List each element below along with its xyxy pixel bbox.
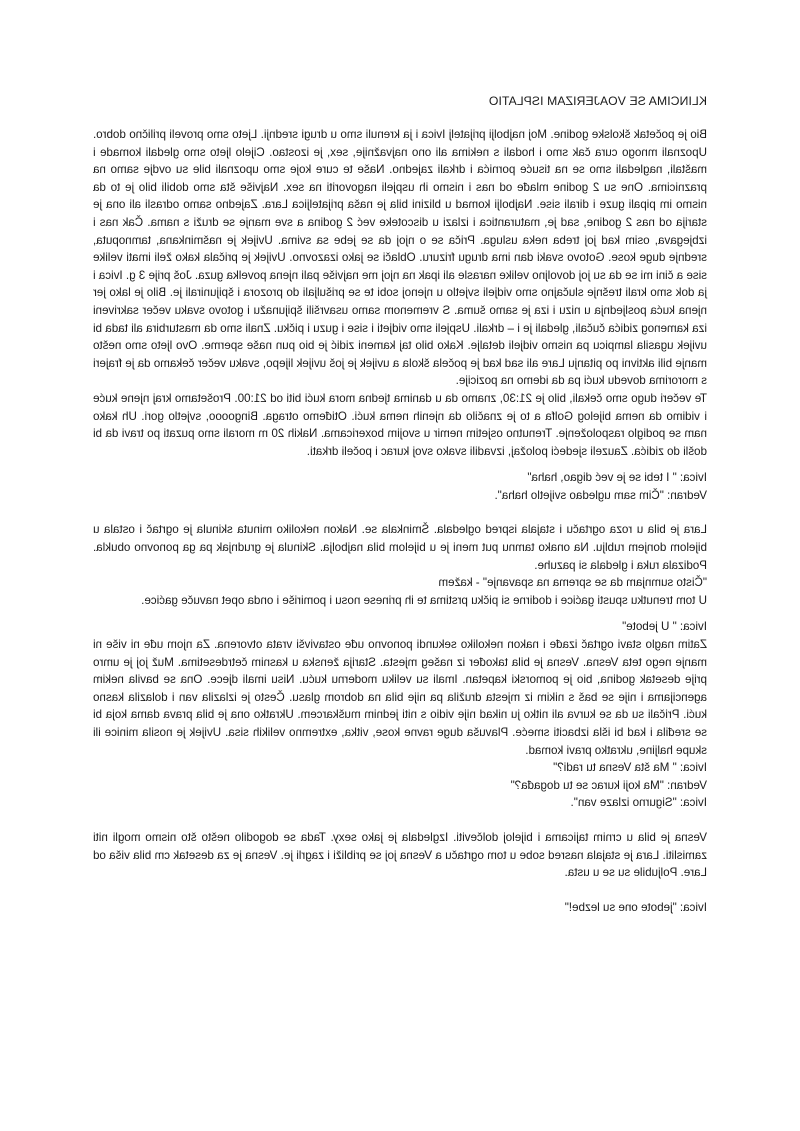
dialogue-line: Vedran: "Ma koji kurac se tu događa?" (510, 778, 707, 792)
dialogue-line: "Čisto sumnjam da se sprema na spavanje" - kažem (438, 576, 707, 590)
paragraph-mirror: Lara je bila u roza ogrtaču i stajala ispred ogledala. Šminkala se. Nakon nekoliko minuta skinula je ogrtač i ostala u bijelom donjem rublju. Na onako tamnu put meni je u bijelom bila najbolja. Skinula je grudnjak pa ga ponovno obukla. Podizala ruka i gledala si pazuhe. (93, 523, 707, 572)
document-title: KLINCIMA SE VOAJERIZAM ISPLATIO (488, 94, 707, 108)
paragraph-evening: Te večeri dugo smo čekali, bilo je 21:30, znamo da u danima tjedna mora kući biti od 21:00. Prošetamo kraj njene kuće i vidimo da nema bijelog Golfa a to je značilo da njenih nema kući. Otiđemo otraga. Bingoooo, svjetlo gori. Uh kako nam se podiglo raspoloženje. Trenutno osjetim nemir u svojim boxericama. Nakih 20 m morali smo puzati po travi da bi došli do zidića. Zauzeli sjedeći položaj, izvadili svako svoj kurac i počeli drkati. (93, 391, 707, 458)
paragraph-moment: U tom trenutku spusti gaćice i dodirne si pičku prstima te ih prinese nosu i pomiriše i onda opet navuče gaćice. (141, 593, 707, 607)
paragraph-vesna: Zatim naglo stavi ogrtač izađe i nakon nekoliko sekundi ponovno uđe ostavivši vrata otvorena. Za njom uđe ni više ni manje nego teta Vesna. Vesna je bila također iz našeg mjesta. Starija ženska u kasnim četrdesetima. Muž joj je umro prije desetak godina, bio je pomorski kapetan. Imali su veliku modernu kuću. Nisu imali djece. Ona se bavila nekim agencijama i nije se baš s nikim iz mjesta družila pa nije bila na dobrom glasu. Često je izlazila van i dolazila kasno kući. Pričali su da se kurva ali nitko ju nikad nije vidio s niti jednim muškarcem. Ukratko ona je bila prava dama koja bi se sređila i kad bi išla izbaciti smeće. Plavuša duge ravne kose, vitka, extremno velikih sisa. Uvijek je nosila minice ili skupe haljine, ukratko pravi komad. (93, 638, 707, 757)
dialogue-line: Ivica: "jebote one su lezbe!" (564, 900, 707, 914)
dialogue-line: Vedran: "Čim sam ugledao svijetlo haha". (494, 488, 707, 502)
dialogue-line: Ivica: "Sigurno izlaze van". (570, 796, 707, 810)
dialogue-line: Ivica: " Ma šta Vesna tu radi?" (553, 761, 707, 775)
dialogue-line: Ivica: " U jebote" (622, 620, 707, 634)
paragraph-embrace: Vesna je bila u crnim tajicama i bijeloj dolčeviti. Izgledala je jako sexy. Tada se dogodilo nešto što nismo mogli niti zamisliti. Lara je stajala nasred sobe u tom ogrtaču a Vesna joj se približi i zagrli je. Vesna je za desetak cm bila viša od Lare. Poljubile su se u usta. (93, 830, 707, 880)
paragraph-intro: Bio je početak školske godine. Moj najbolji prijatelj Ivica i ja krenuli smo u drugi srednji. Ljeto smo proveli prilično dobro. Upoznali mnogo cura čak smo i hodali s nekima ali ono najvažnije, sex, je izostao. Cijelo ljeto smo gledali komade i maštali, nagledali smo se na tisuće pornića i drkali zajedno. Naše te cure koje smo upoznali bile su ovdje samo na praznicima. One su 2 godine mlađe od nas i nismo ih uspjeli nagovoriti na sex. Najviše šta smo dobili bilo je to da nismo im pipali guze i dirali sise. Najbolji komad u blizini bila je naša prijateljica Lara. Zajedno samo odrasli ali ona je starija od nas 2 godine, sad je, maturantica i izlazi u discoteke već 2 godina a sve manje se druži s nama. Čak nas i izbjegava, osim kad joj treba neka usluga. Priča se o njoj da se jebe sa svima. Uvijek je našminkana, tamnoputa, srednje duge kose. Gotovo svaki dan ima drugu frizuru. Oblači se jako izazovno. Uvijek je pričala kako želi imati velike sise a čini mi se da su joj dovoljno velike narasle ali ipak na njoj me najviše pali njena povelka guza. Još prije 3 g. Ivica i ja dok smo krali trešnje slučajno smo vidjeli svjetlo u njenoj sobi te se prišuljali do prozora i špijunirali je. Bilo je lako jer njena kuća posljednja u nizu i iza je samo šuma. S vremenom samo usavršili špijunažu i gotovo svaku večer sakriveni iza kamenog zidića čučali, gledali je i – drkali. Uspjeli smo vidjeti i sise i guzu i pičku. Znali smo da masturbira ali tada bi uvijek ugasila lampicu pa nismo vidjeli detalje. Kako bilo taj kameni zidić je bio pun naše sperme. Ovo ljeto smo nešto manje bili aktivni po pitanju Lare ali sad kad je počela škola a uvijek je još uvijek lijepo, svaku večer čekamo da je frajeri s mororima dovedu kući pa da idemo na pozicije. (93, 128, 707, 388)
document-body (93, 93, 707, 916)
dialogue-line: Ivica: " I tebi se je već digao, haha" (527, 471, 707, 485)
